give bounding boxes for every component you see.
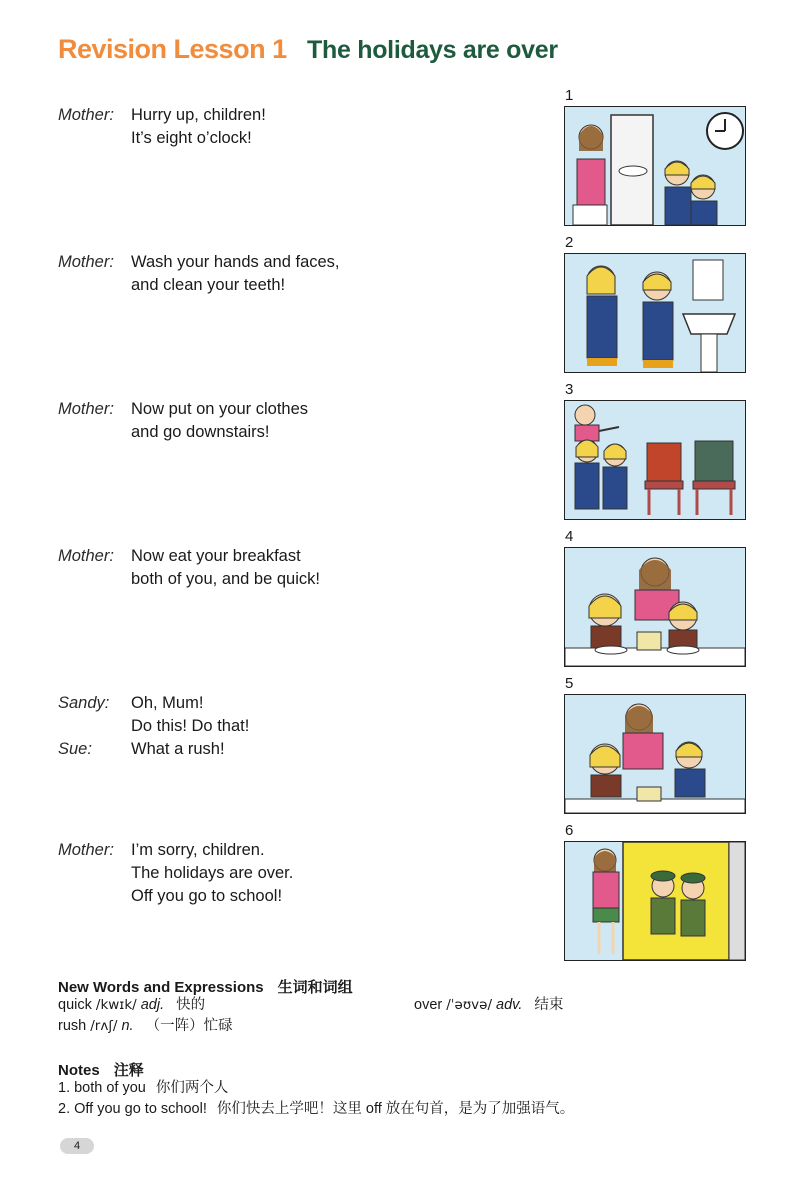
note-translation: 你们两个人: [155, 1080, 229, 1096]
vocab-part-of-speech: n.: [121, 1018, 134, 1034]
notes-heading-en: Notes: [58, 1062, 100, 1079]
vocab-word: rush: [58, 1018, 87, 1034]
illustration-panel-3: [564, 382, 746, 520]
cartoon-illustration: [564, 106, 746, 226]
dialogue-block-6: [58, 839, 293, 908]
speaker: Sandy:: [58, 694, 110, 712]
speaker: Mother:: [58, 106, 114, 124]
dialogue-line: What a rush!: [131, 740, 225, 758]
vocab-part-of-speech: adj.: [140, 997, 165, 1013]
note-text: 1. both of you: [58, 1080, 146, 1096]
panel-number: 4: [565, 528, 574, 545]
note-item-1: [58, 1078, 228, 1099]
dialogue-line: Now put on your clothes: [131, 400, 309, 418]
lesson-label: Revision Lesson 1: [58, 34, 287, 64]
dialogue-block-5: [58, 692, 249, 761]
cartoon-illustration: [564, 841, 746, 961]
panel-number: 5: [565, 675, 574, 692]
panel-number: 1: [565, 87, 574, 104]
dialogue-line: and go downstairs!: [131, 423, 270, 441]
dialogue-line: Oh, Mum!: [131, 694, 204, 712]
notes-heading-zh: 注释: [113, 1062, 144, 1079]
dialogue-line: The holidays are over.: [131, 864, 294, 882]
vocab-meaning: 快的: [176, 997, 206, 1013]
cartoon-illustration: [564, 400, 746, 520]
dialogue-line: and clean your teeth!: [131, 276, 286, 294]
cartoon-illustration: [564, 547, 746, 667]
dialogue-line: I’m sorry, children.: [131, 841, 265, 859]
illustration-panel-1: [564, 88, 746, 226]
illustration-panel-4: [564, 529, 746, 667]
cartoon-illustration: [564, 253, 746, 373]
notes-heading: [58, 1059, 144, 1080]
speaker: [58, 885, 131, 908]
new-words-heading-en: New Words and Expressions: [58, 979, 264, 996]
vocab-phonetic: /ˈəʊvə/: [446, 997, 492, 1013]
speaker: [58, 127, 131, 150]
vocab-entry-quick: [58, 995, 205, 1016]
speaker: [58, 568, 131, 591]
speaker: [58, 421, 131, 444]
dialogue-line: Wash your hands and faces,: [131, 253, 340, 271]
panel-number: 6: [565, 822, 574, 839]
panel-number: 2: [565, 234, 574, 251]
dialogue-line: both of you, and be quick!: [131, 570, 320, 588]
panel-number: 3: [565, 381, 574, 398]
vocab-entry-over: [414, 995, 563, 1016]
dialogue-line: Now eat your breakfast: [131, 547, 301, 565]
dialogue-block-4: [58, 545, 320, 591]
new-words-heading-zh: 生词和词组: [277, 979, 353, 996]
note-text: 2. Off you go to school!: [58, 1101, 207, 1117]
dialogue-block-3: [58, 398, 308, 444]
illustration-panel-6: [564, 823, 746, 961]
speaker: [58, 862, 131, 885]
dialogue-line: Hurry up, children!: [131, 106, 266, 124]
dialogue-line: Off you go to school!: [131, 887, 283, 905]
speaker: Mother:: [58, 841, 114, 859]
vocab-word: over: [414, 997, 443, 1013]
dialogue-block-1: [58, 104, 266, 150]
vocab-part-of-speech: adv.: [496, 997, 523, 1013]
illustration-panel-5: [564, 676, 746, 814]
speaker: Sue:: [58, 740, 92, 758]
speaker: Mother:: [58, 400, 114, 418]
note-item-2: [58, 1099, 574, 1120]
vocab-phonetic: /kwɪk/: [95, 997, 137, 1013]
dialogue-line: It’s eight o’clock!: [131, 129, 252, 147]
dialogue-line: Do this! Do that!: [131, 717, 250, 735]
lesson-title: The holidays are over: [307, 36, 558, 64]
vocab-meaning: 结束: [534, 997, 564, 1013]
vocab-phonetic: /rʌʃ/: [90, 1018, 118, 1034]
speaker: [58, 715, 131, 738]
illustration-panel-2: [564, 235, 746, 373]
speaker: [58, 274, 131, 297]
vocab-meaning: （一阵）忙碌: [145, 1018, 233, 1034]
page-number: 4: [60, 1138, 94, 1154]
speaker: Mother:: [58, 547, 114, 565]
vocab-word: quick: [58, 997, 92, 1013]
note-translation: 你们快去上学吧！这里 off 放在句首，是为了加强语气。: [216, 1101, 575, 1117]
new-words-heading: [58, 976, 353, 997]
dialogue-block-2: [58, 251, 340, 297]
cartoon-illustration: [564, 694, 746, 814]
page-header: [58, 34, 558, 65]
speaker: Mother:: [58, 253, 114, 271]
vocab-entry-rush: [58, 1016, 233, 1037]
